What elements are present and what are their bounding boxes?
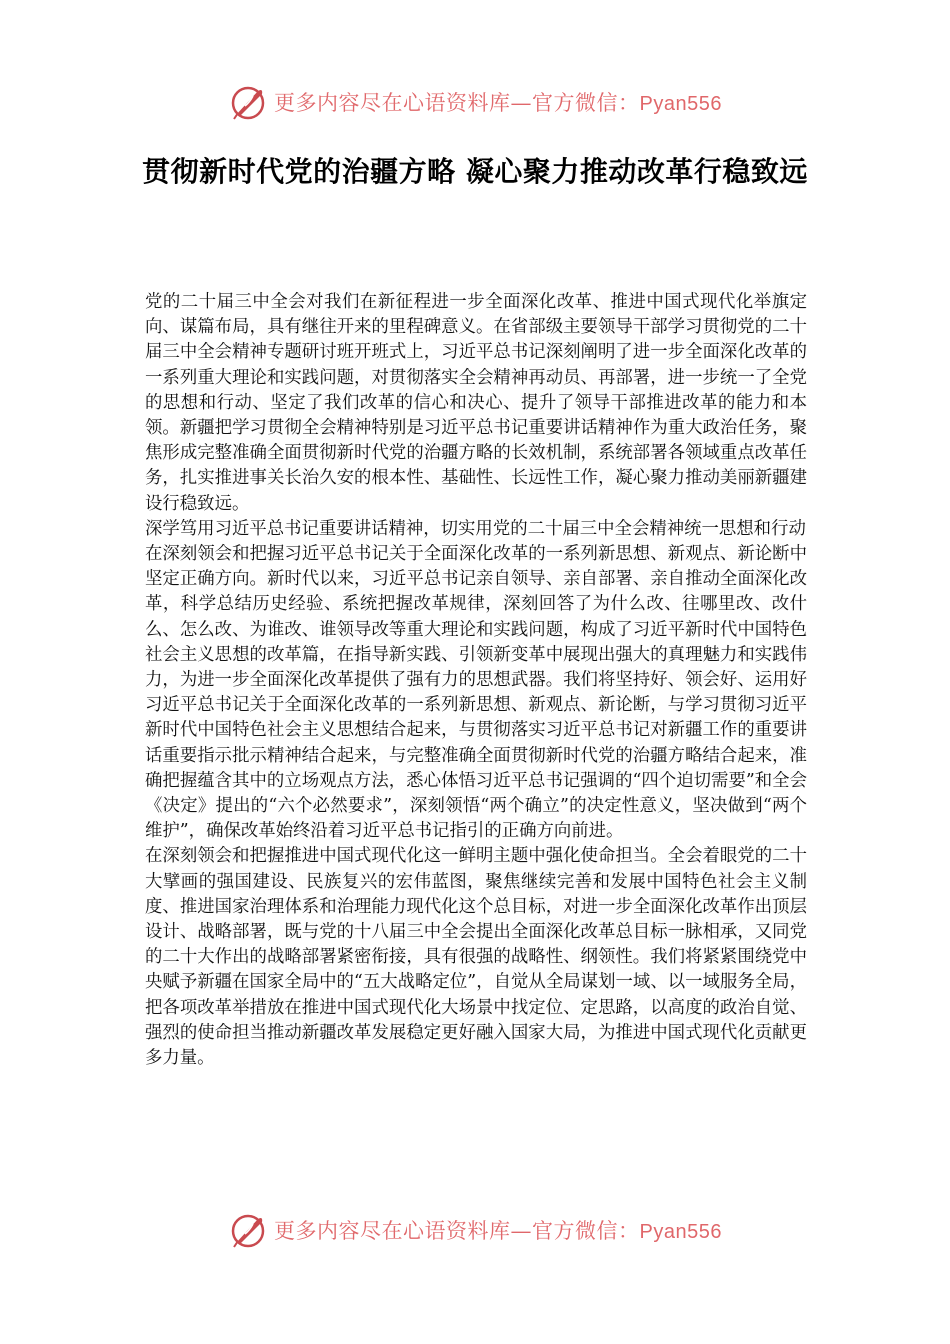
document-body (145, 290, 807, 1071)
paragraph-mission: 在深刻领会和把握推进中国式现代化这一鲜明主题中强化使命担当。全会着眼党的二十大擘画的强国建设、民族复兴的宏伟蓝图，聚焦继续完善和发展中国特色社会主义制度、推进国家治理体系和治理能力现代化这个总目标，对进一步全面深化改革作出顶层设计、战略部署，既与党的十八届三中全会提出全面深化改革总目标一脉相承，又同党的二十大作出的战略部署紧密衔接，具有很强的战略性、纲领性。我们将紧紧围绕党中央赋予新疆在国家全局中的“五大战略定位”，自觉从全局谋划一域、以一域服务全局，把各项改革举措放在推进中国式现代化大场景中找定位、定思路，以高度的政治自觉、强烈的使命担当推动新疆改革发展稳定更好融入国家大局，为推进中国式现代化贡献更多力量。 (145, 846, 807, 1069)
quill-pen-logo-icon (228, 1210, 268, 1250)
footer-banner-text: 更多内容尽在心语资料库—官方微信：Pyan556 (274, 1219, 722, 1243)
header-banner-text: 更多内容尽在心语资料库—官方微信：Pyan556 (274, 91, 722, 115)
wechat-id: Pyan556 (639, 1221, 722, 1243)
document-title: 贯彻新时代党的治疆方略 凝心聚力推动改革行稳致远 (142, 155, 808, 188)
footer-banner (0, 1208, 950, 1252)
wechat-id: Pyan556 (639, 93, 722, 115)
quill-pen-logo-icon (228, 82, 268, 122)
paragraph-direction: 在深刻领会和把握习近平总书记关于全面深化改革的一系列新思想、新观点、新论断中坚定正确方向。新时代以来，习近平总书记亲自领导、亲自部署、亲自推动全面深化改革，科学总结历史经验、系统把握改革规律，深刻回答了为什么改、往哪里改、改什么、怎么改、为谁改、谁领导改等重大理论和实践问题，构成了习近平新时代中国特色社会主义思想的改革篇，在指导新实践、引领新变革中展现出强大的真理魅力和实践伟力，为进一步全面深化改革提供了强有力的思想武器。我们将坚持好、领会好、运用好习近平总书记关于全面深化改革的一系列新思想、新观点、新论断，与学习贯彻习近平新时代中国特色社会主义思想结合起来，与贯彻落实习近平总书记对新疆工作的重要讲话重要指示批示精神结合起来，与完整准确全面贯彻新时代党的治疆方略结合起来，准确把握蕴含其中的立场观点方法，悉心体悟习近平总书记强调的“四个迫切需要”和全会《决定》提出的“六个必然要求”，深刻领悟“两个确立”的决定性意义，坚决做到“两个维护”，确保改革始终沿着习近平总书记指引的正确方向前进。 (145, 544, 807, 842)
paragraph-intro: 党的二十届三中全会对我们在新征程进一步全面深化改革、推进中国式现代化举旗定向、谋篇布局，具有继往开来的里程碑意义。在省部级主要领导干部学习贯彻党的二十届三中全会精神专题研讨班开班式上，习近平总书记深刻阐明了进一步全面深化改革的一系列重大理论和实践问题，对贯彻落实全会精神再动员、再部署，进一步统一了全党的思想和行动、坚定了我们改革的信心和决心、提升了领导干部推进改革的能力和本领。新疆把学习贯彻全会精神特别是习近平总书记重要讲话精神作为重大政治任务，聚焦形成完整准确全面贯彻新时代党的治疆方略的长效机制，系统部署各领域重点改革任务，扎实推进事关长治久安的根本性、基础性、长远性工作，凝心聚力推动美丽新疆建设行稳致远。 (145, 292, 807, 514)
header-banner (0, 80, 950, 124)
section-heading: 深学笃用习近平总书记重要讲话精神，切实用党的二十届三中全会精神统一思想和行动 (145, 518, 806, 539)
